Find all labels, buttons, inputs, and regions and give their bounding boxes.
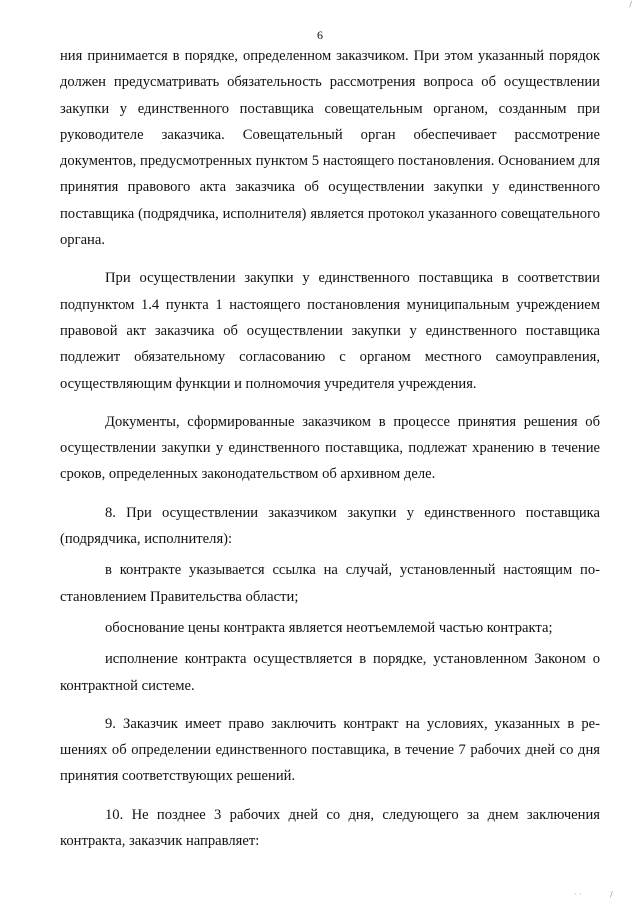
document-body: [60, 43, 600, 866]
scan-artifact-mark: /: [610, 890, 613, 899]
paragraph-item-8-price-justification: обоснование цены контракта является неотъемлемой частью контракта;: [105, 619, 553, 636]
paragraph-item-9: 9. Заказчик имеет право заключить контракт на условиях, указанных в решениях об определении единственного поставщика, в течение 7 рабочих дней со дня принятия соответствующих решений.: [60, 715, 600, 785]
paragraph-continuation: ния принимается в порядке, определенном заказчиком. При этом указанный порядок должен предусматривать обязательность рассмотрения вопроса об осуществлении закупки у единственного поставщика совещательным органом, созданным при руководителе заказчика. Совещательный орган обеспечивает рассмотрение документов, предусмотренных пунктом 5 настоящего постановления. Основанием для принятия правового акта заказчика об осуществлении закупки у единственного поставщика (подрядчика, исполнителя) является протокол указанного совещательного органа.: [60, 48, 600, 249]
paragraph-approval-requirement: При осуществлении закупки у единственного поставщика в соответствии подпунктом 1.4 пункта 1 настоящего постановления муниципальным учреждением правовой акт заказчика об осуществлении закупки у единственного поставщика подлежит обязательному согласованию с органом местного самоуправления, осуществляющим функции и полномочия учредителя учреждения.: [60, 270, 600, 392]
page-number: 6: [317, 28, 323, 42]
scan-artifact-mark: · ·: [574, 890, 582, 899]
paragraph-item-8-contract-execution: исполнение контракта осуществляется в порядке, установленном Законом о контрактной системе.: [60, 651, 600, 694]
paragraph-item-10: 10. Не позднее 3 рабочих дней со дня, следующего за днем заключения контракта, заказчик направляет:: [60, 806, 600, 850]
paragraph-item-8-contract-reference: в контракте указывается ссылка на случай, установленный настоящим постановлением Правительства области;: [60, 562, 600, 605]
scan-artifact-mark: /: [629, 0, 632, 9]
paragraph-item-8: 8. При осуществлении заказчиком закупки у единственного поставщика (подрядчика, исполнителя):: [60, 504, 600, 548]
paragraph-document-storage: Документы, сформированные заказчиком в процессе принятия решения об осуществлении закупки у единственного поставщика, подлежат хранению в течение сроков, определенных законодательством об архивном деле.: [60, 413, 600, 483]
